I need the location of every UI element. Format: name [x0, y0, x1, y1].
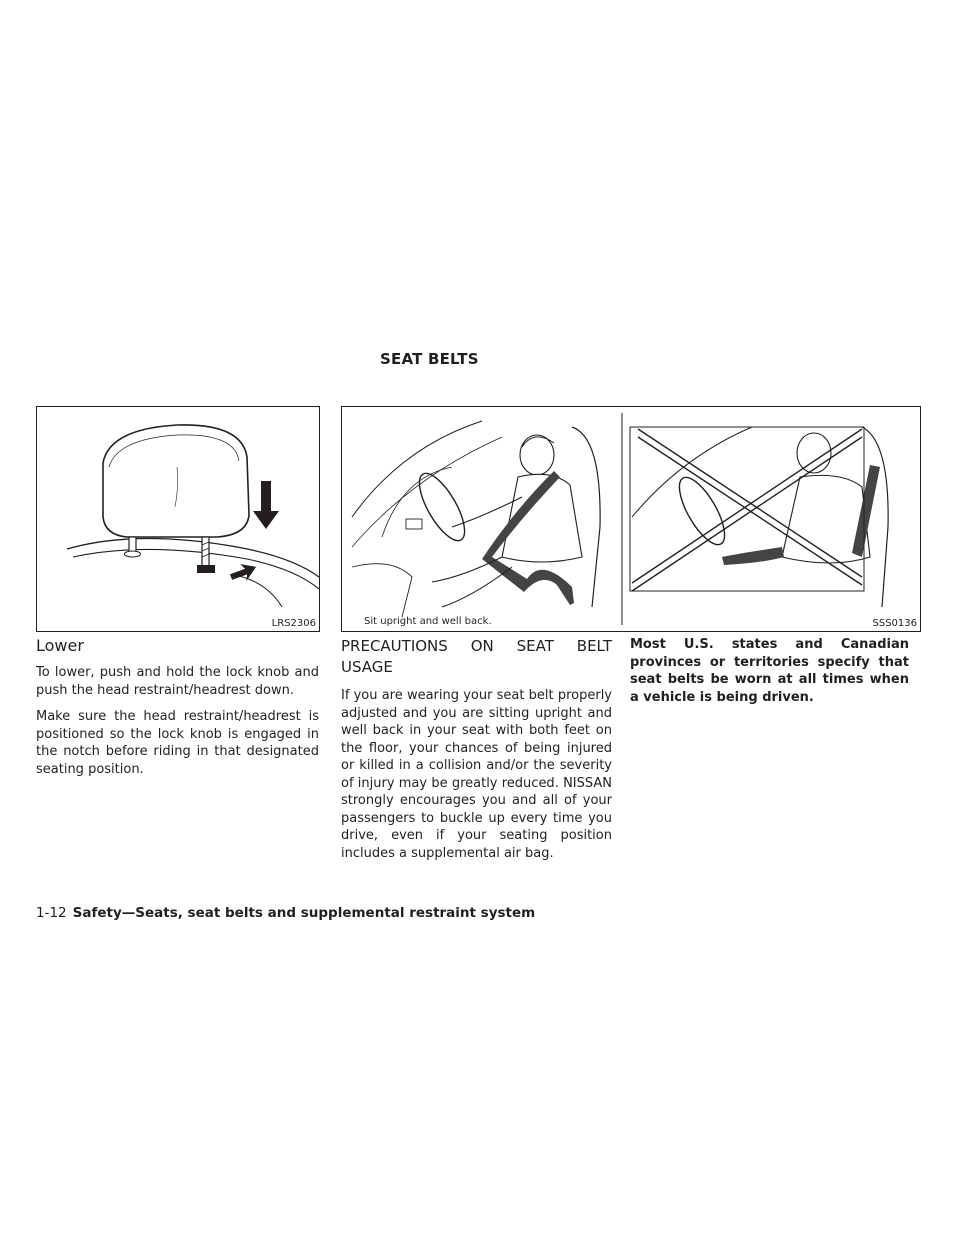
headrest-figure	[36, 406, 320, 632]
precautions-heading: PRECAUTIONS ON SEAT BELT USAGE	[341, 637, 612, 676]
lower-paragraph-1: To lower, push and hold the lock knob and push the head restraint/headrest down.	[36, 665, 319, 698]
lower-section	[36, 636, 319, 787]
lower-heading: Lower	[36, 636, 84, 655]
precautions-paragraph: If you are wearing your seat belt properly adjusted and you are sitting upright and well back in your seat with both feet on the floor, your chances of being injured or killed in a collision and/or the severity of injury may be greatly reduced. NISSAN strongly encourages you and all of your passengers to buckle up every time you drive, even if your seating position includes a supplemental air bag.	[341, 688, 612, 861]
precautions-section	[341, 636, 612, 871]
page-number: 1-12	[36, 905, 67, 921]
page-footer	[36, 905, 535, 921]
seating-posture-illustration	[342, 407, 920, 631]
section-header: SEAT BELTS	[380, 350, 479, 368]
notice-text: Most U.S. states and Canadian provinces or territories specify that seat belts be worn at all times when a vehicle is being driven.	[630, 637, 909, 705]
notice-section	[630, 636, 909, 715]
chapter-title: Safety—Seats, seat belts and supplemental restraint system	[72, 905, 536, 921]
seating-posture-figure	[341, 406, 921, 632]
figure-caption: Sit upright and well back.	[364, 616, 492, 627]
lower-paragraph-2: Make sure the head restraint/headrest is positioned so the lock knob is engaged in the notch before riding in that designated seating position.	[36, 709, 319, 777]
headrest-illustration	[37, 407, 319, 631]
figure-code: LRS2306	[271, 618, 316, 629]
figure-code: SSS0136	[872, 618, 917, 629]
